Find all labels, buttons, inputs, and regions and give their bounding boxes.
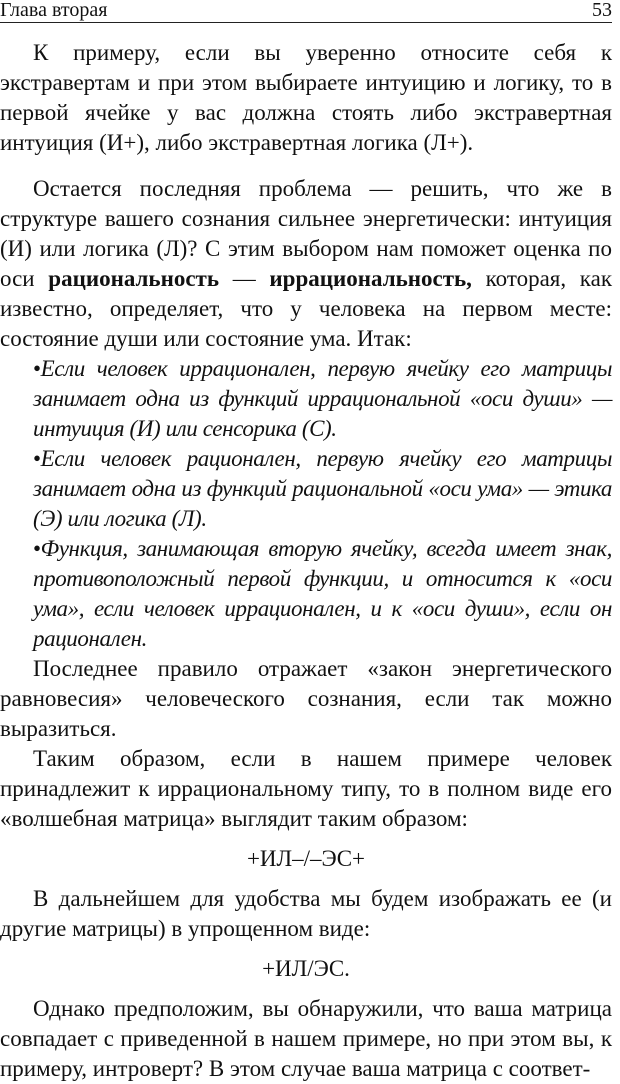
paragraph-2-start: Остается последняя проблема — решить, что же в структуре вашего сознания сильнее энергетически: интуиция (И) или логика (Л)? С этим выбором нам поможет оценка по оси — [0, 176, 612, 291]
bullet-text-2: Если человек рационален, первую ячейку его матрицы занимает одна из функций рациональной «оси ума» — этика (Э) или логика (Л). — [33, 446, 612, 531]
paragraph-2 — [0, 174, 612, 354]
bullet-item-3 — [0, 534, 612, 654]
page-number: 53 — [592, 0, 612, 21]
bullet-mark: • — [33, 536, 41, 561]
paragraph-1: К примеру, если вы уверенно относите себя к экстравертам и при этом выбираете интуицию и логику, то в первой ячейке у вас должна стоять либо экстравертная интуиция (И+), либо экстравертная логика (Л+). — [0, 40, 612, 155]
bullet-text-3: Функция, занимающая вторую ячейку, всегда имеет знак, противоположный первой функции, и относится к «оси ума», если человек иррационален, и к «оси души», если он рационален. — [33, 536, 612, 651]
bullet-item-2 — [0, 444, 612, 534]
term-rational: рациональность — [48, 266, 220, 291]
dash: — — [219, 266, 270, 291]
paragraph-6: Однако предположим, вы обнаружили, что ваша матрица совпадает с приведенной в нашем примере, но при этом вы, к примеру, интроверт? В этом случае ваша матрица с соответ- — [0, 996, 612, 1081]
paragraph-5: В дальнейшем для удобства мы будем изображать ее (и другие матрицы) в упрощенном виде: — [0, 886, 612, 941]
formula-short: +ИЛ/ЭС. — [262, 956, 350, 981]
formula-full: +ИЛ–/–ЭС+ — [246, 846, 366, 871]
bullet-mark: • — [33, 446, 41, 471]
page-header — [0, 0, 612, 23]
bullet-item-1 — [0, 354, 612, 444]
chapter-title: Глава вторая — [0, 0, 108, 21]
paragraph-4: Таким образом, если в нашем примере человек принадлежит к иррациональному типу, то в полном виде его «волшебная матрица» выглядит таким образом: — [0, 746, 612, 831]
page-body — [0, 38, 612, 1084]
term-irrational: иррациональность, — [269, 266, 472, 291]
bullet-text-1: Если человек иррационален, первую ячейку его матрицы занимает одна из функций иррациональной «оси души» — интуиция (И) или сенсорика (С). — [33, 356, 612, 441]
paragraph-3: Последнее правило отражает «закон энергетического равновесия» человеческого сознания, если так можно выразиться. — [0, 656, 612, 741]
bullet-mark: • — [33, 356, 41, 381]
paragraph-2-end: которая, как известно, определяет, что у человека на первом месте: состояние души или состояние ума. Итак: — [0, 266, 613, 351]
